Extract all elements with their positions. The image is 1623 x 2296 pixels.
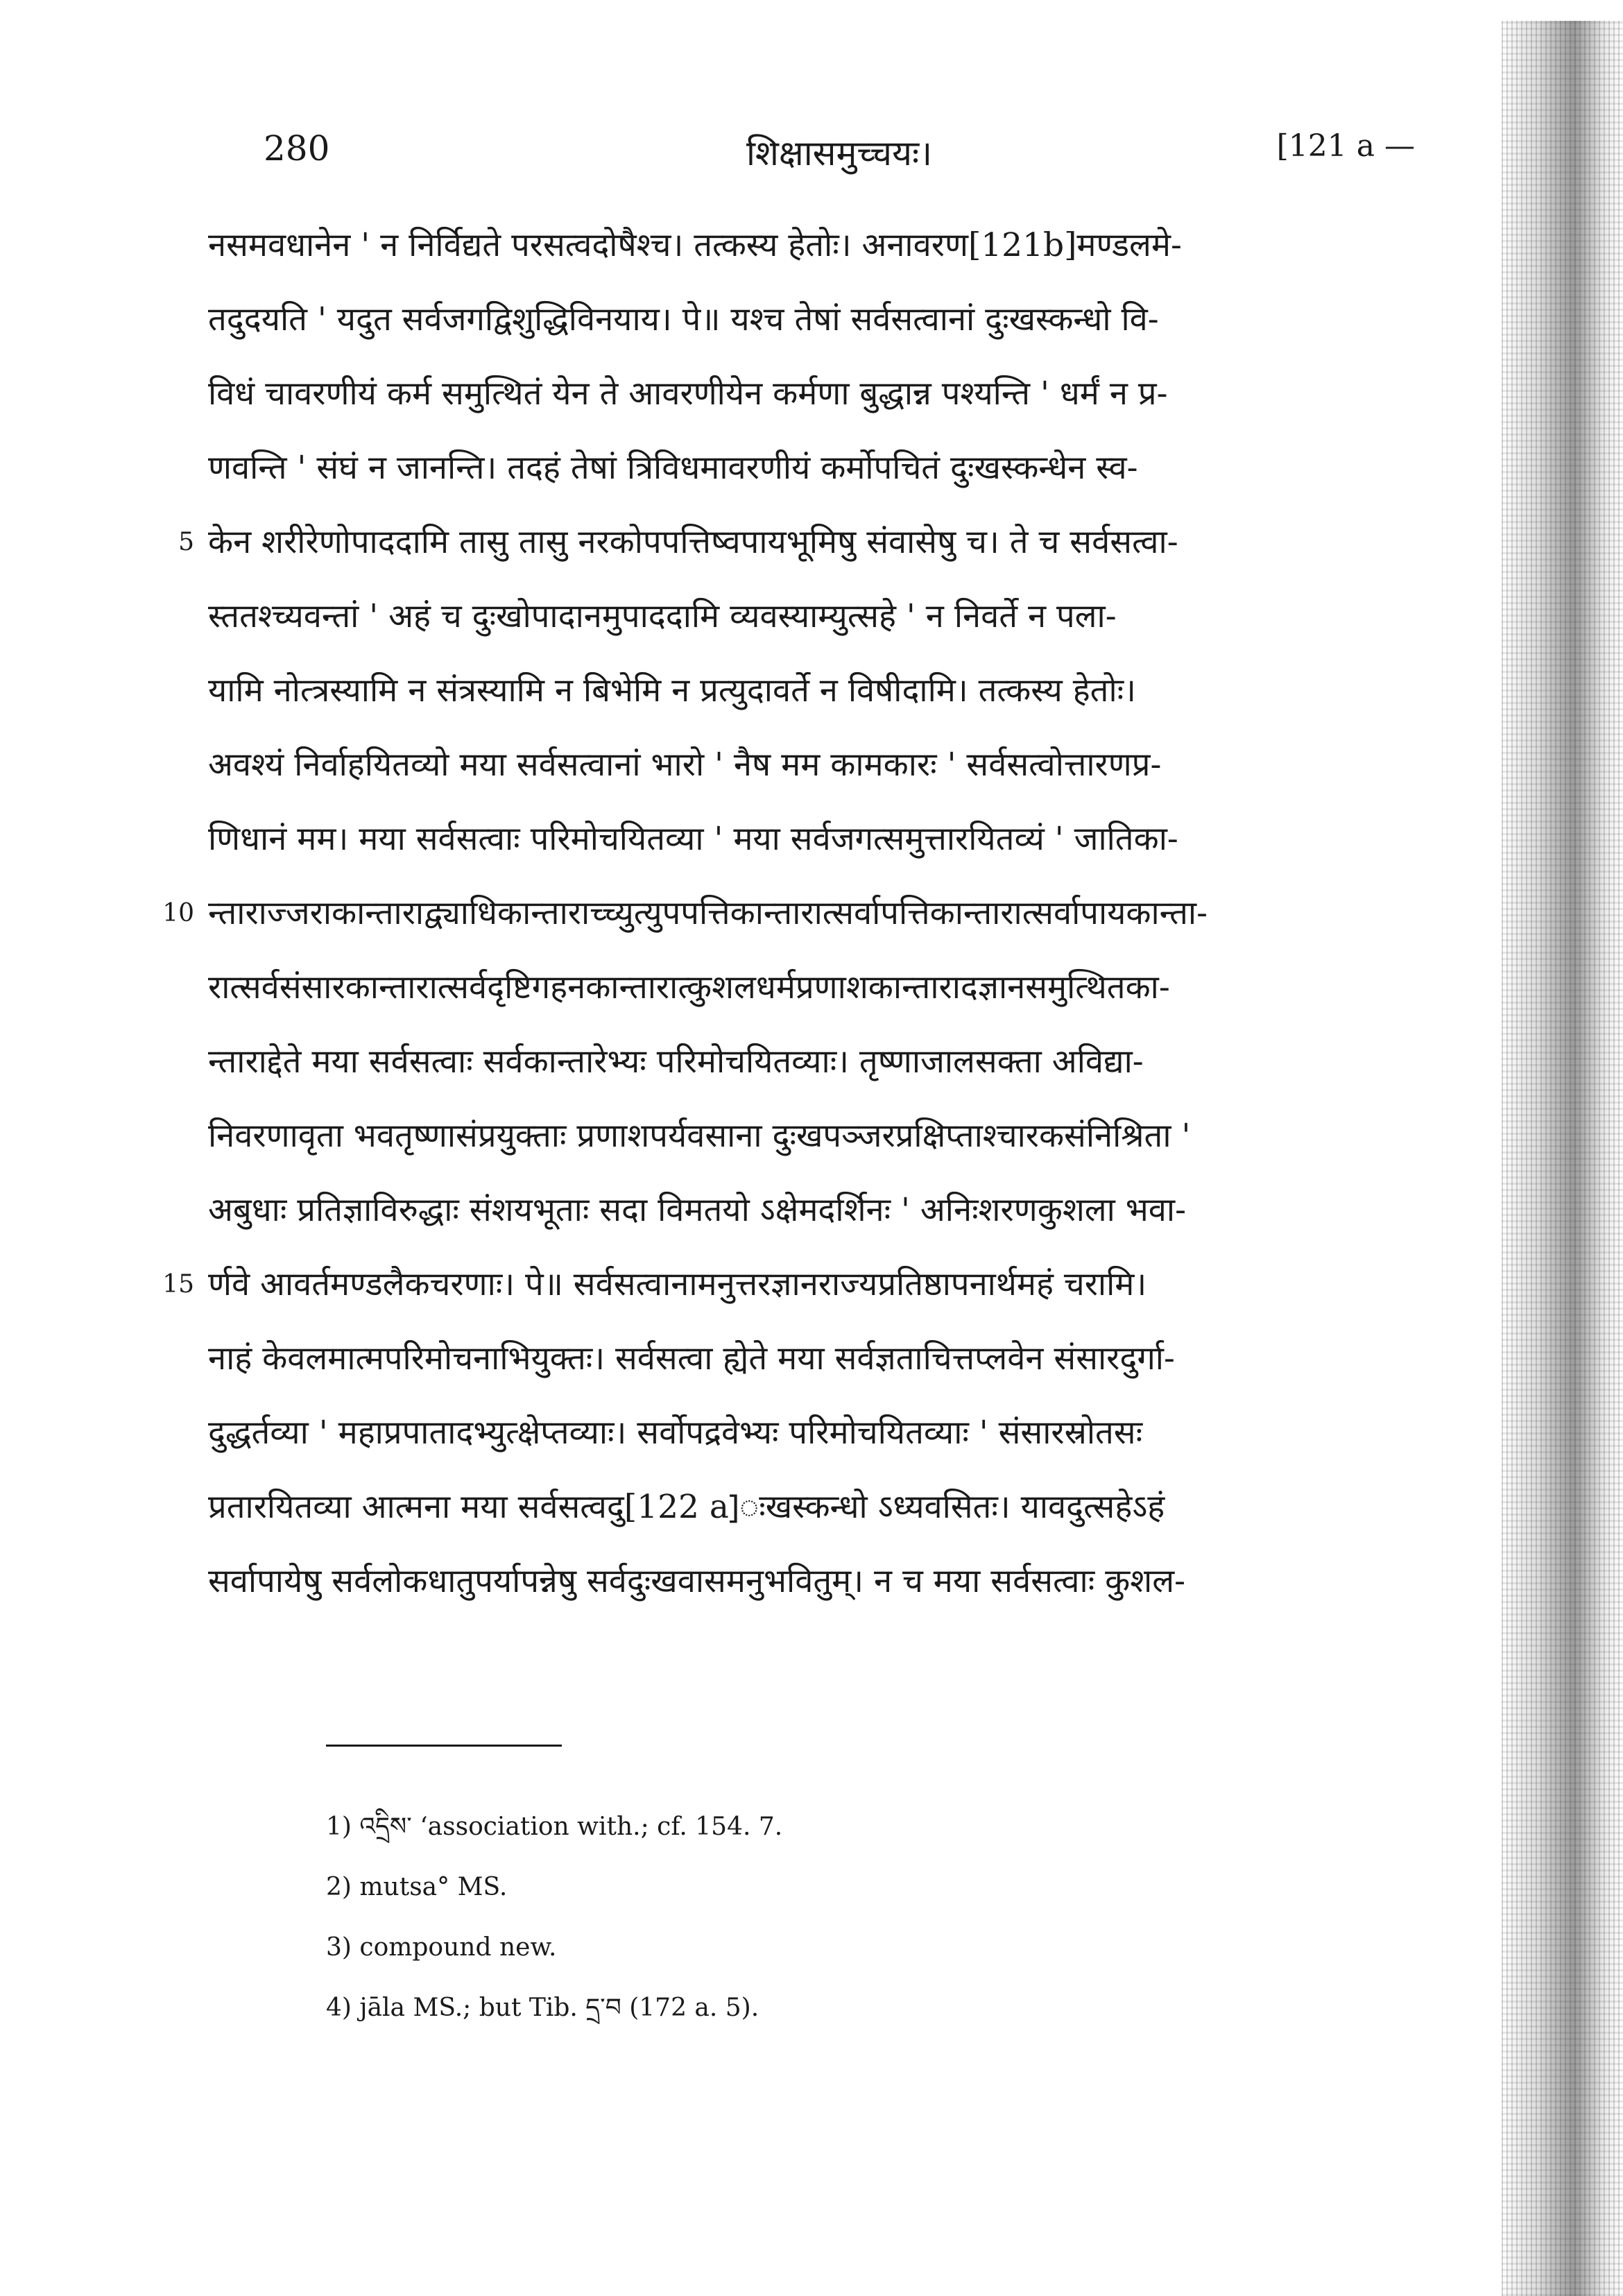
line-number: 5 bbox=[178, 528, 194, 556]
text-line bbox=[208, 728, 1429, 802]
line-number: 10 bbox=[162, 899, 194, 927]
footnotes bbox=[326, 1797, 1158, 2038]
line-text: अबुधाः प्रतिज्ञाविरुद्धाः संशयभूताः सदा विमतयो ऽक्षेमदर्शिनः ' अनिःशरणकुशला भवा- bbox=[208, 1191, 1186, 1229]
line-text: नसमवधानेन ' न निर्विद्यते परसत्वदोषैश्च। तत्कस्य हेतोः। अनावरण[121b]मण्डलमे- bbox=[208, 226, 1182, 264]
text-line bbox=[208, 431, 1429, 505]
text-line bbox=[208, 1396, 1429, 1470]
footnote-number: 1) bbox=[326, 1813, 352, 1841]
scanned-page-edge bbox=[1502, 21, 1623, 2296]
line-text: यामि नोत्त्रस्यामि न संत्रस्यामि न बिभेमि न प्रत्युदावर्ते न विषीदामि। तत्कस्य हेतोः। bbox=[208, 671, 1136, 710]
footnote bbox=[326, 1917, 1158, 1978]
footnote-text: འདྲིས་ ‘association with.; cf. 154. 7. bbox=[359, 1813, 783, 1841]
line-text: रात्सर्वसंसारकान्तारात्सर्वदृष्टिगहनकान्तारात्कुशलधर्मप्रणाशकान्तारादज्ञानसमुत्थितका- bbox=[208, 968, 1170, 1006]
line-text: केन शरीरेणोपाददामि तासु तासु नरकोपपत्तिष्वपायभूमिषु संवासेषु च। ते च सर्वसत्वा- bbox=[208, 523, 1178, 561]
line-text: विधं चावरणीयं कर्म समुत्थितं येन ते आवरणीयेन कर्मणा बुद्धान्न पश्यन्ति ' धर्मं न प्र- bbox=[208, 375, 1168, 413]
footnote-text: mutsa° MS. bbox=[359, 1873, 508, 1901]
text-line bbox=[208, 357, 1429, 431]
footnote-number: 2) bbox=[326, 1873, 352, 1901]
running-title: शिक्षासमुच्चयः। bbox=[746, 133, 933, 173]
text-line bbox=[178, 505, 1429, 579]
text-line bbox=[208, 802, 1429, 876]
text-line bbox=[208, 1470, 1429, 1544]
page-number: 280 bbox=[264, 128, 330, 169]
text-line bbox=[208, 653, 1429, 728]
line-text: र्णवे आवर्तमण्डलैकचरणाः। पे॥ सर्वसत्वानामनुत्तरज्ञानराज्यप्रतिष्ठापनार्थमहं चरामि। bbox=[208, 1265, 1147, 1303]
text-line bbox=[162, 1247, 1429, 1321]
text-line bbox=[208, 950, 1429, 1025]
footnote-number: 4) bbox=[326, 1994, 352, 2022]
line-text: तदुदयति ' यदुत सर्वजगद्विशुद्धिविनयाय। पे॥ यश्च तेषां सर्वसत्वानां दुःखस्कन्धो वि- bbox=[208, 300, 1159, 339]
line-text: सर्वापायेषु सर्वलोकधातुपर्यापन्नेषु सर्वदुःखवासमनुभवितुम्। न च मया सर्वसत्वाः कुशल- bbox=[208, 1562, 1185, 1600]
footnote bbox=[326, 1978, 1158, 2038]
line-text: अवश्यं निर्वाहयितव्यो मया सर्वसत्वानां भारो ' नैष मम कामकारः ' सर्वसत्वोत्तारणप्र- bbox=[208, 746, 1162, 784]
footnote-number: 3) bbox=[326, 1933, 352, 1962]
footnote-text: compound new. bbox=[359, 1933, 557, 1962]
text-line bbox=[162, 876, 1429, 950]
text-line bbox=[208, 1173, 1429, 1247]
footnote-rule bbox=[326, 1745, 562, 1747]
section-reference: [121 a — bbox=[1276, 128, 1415, 164]
line-text: नाहं केवलमात्मपरिमोचनाभियुक्तः। सर्वसत्वा ह्येते मया सर्वज्ञताचित्तप्लवेन संसारदुर्गा- bbox=[208, 1339, 1175, 1378]
text-line bbox=[208, 1099, 1429, 1173]
text-line bbox=[208, 579, 1429, 653]
line-text: णवन्ति ' संघं न जानन्ति। तदहं तेषां त्रिविधमावरणीयं कर्मोपचितं दुःखस्कन्धेन स्व- bbox=[208, 449, 1138, 487]
line-text: दुद्धर्तव्या ' महाप्रपातादभ्युत्क्षेप्तव्याः। सर्वोपद्रवेभ्यः परिमोचयितव्याः ' संसारस्रोतसः bbox=[208, 1414, 1143, 1452]
footnote-text: jāla MS.; but Tib. དྲ་བ (172 a. 5). bbox=[359, 1994, 759, 2022]
text-line bbox=[208, 282, 1429, 357]
footnote bbox=[326, 1797, 1158, 1857]
text-line bbox=[208, 1025, 1429, 1099]
line-text: न्ताराद्देते मया सर्वसत्वाः सर्वकान्तारेभ्यः परिमोचयितव्याः। तृष्णाजालसक्ता अविद्या- bbox=[208, 1043, 1144, 1081]
line-text: प्रतारयितव्या आत्मना मया सर्वसत्वदु[122 a]ःखस्कन्धो ऽध्यवसितः। यावदुत्सहेऽहं bbox=[208, 1488, 1165, 1526]
text-line bbox=[208, 1544, 1429, 1618]
text-line bbox=[208, 208, 1429, 282]
body-text bbox=[162, 208, 1429, 1618]
running-head bbox=[264, 128, 1415, 184]
text-line bbox=[208, 1321, 1429, 1396]
line-text: निवरणावृता भवतृष्णासंप्रयुक्ताः प्रणाशपर्यवसाना दुःखपञ्जरप्रक्षिप्ताश्चारकसंनिश्रिता ' bbox=[208, 1117, 1191, 1155]
line-text: णिधानं मम। मया सर्वसत्वाः परिमोचयितव्या ' मया सर्वजगत्समुत्तारयितव्यं ' जातिका- bbox=[208, 820, 1178, 858]
line-number: 15 bbox=[162, 1270, 194, 1299]
line-text: स्ततश्च्यवन्तां ' अहं च दुःखोपादानमुपाददामि व्यवस्याम्युत्सहे ' न निवर्ते न पला- bbox=[208, 597, 1117, 635]
line-text: न्ताराज्जराकान्ताराद्व्याधिकान्ताराच्च्युत्युपपत्तिकान्तारात्सर्वापत्तिकान्तारात्सर्वापायकान्ता- bbox=[208, 894, 1208, 932]
footnote bbox=[326, 1857, 1158, 1917]
